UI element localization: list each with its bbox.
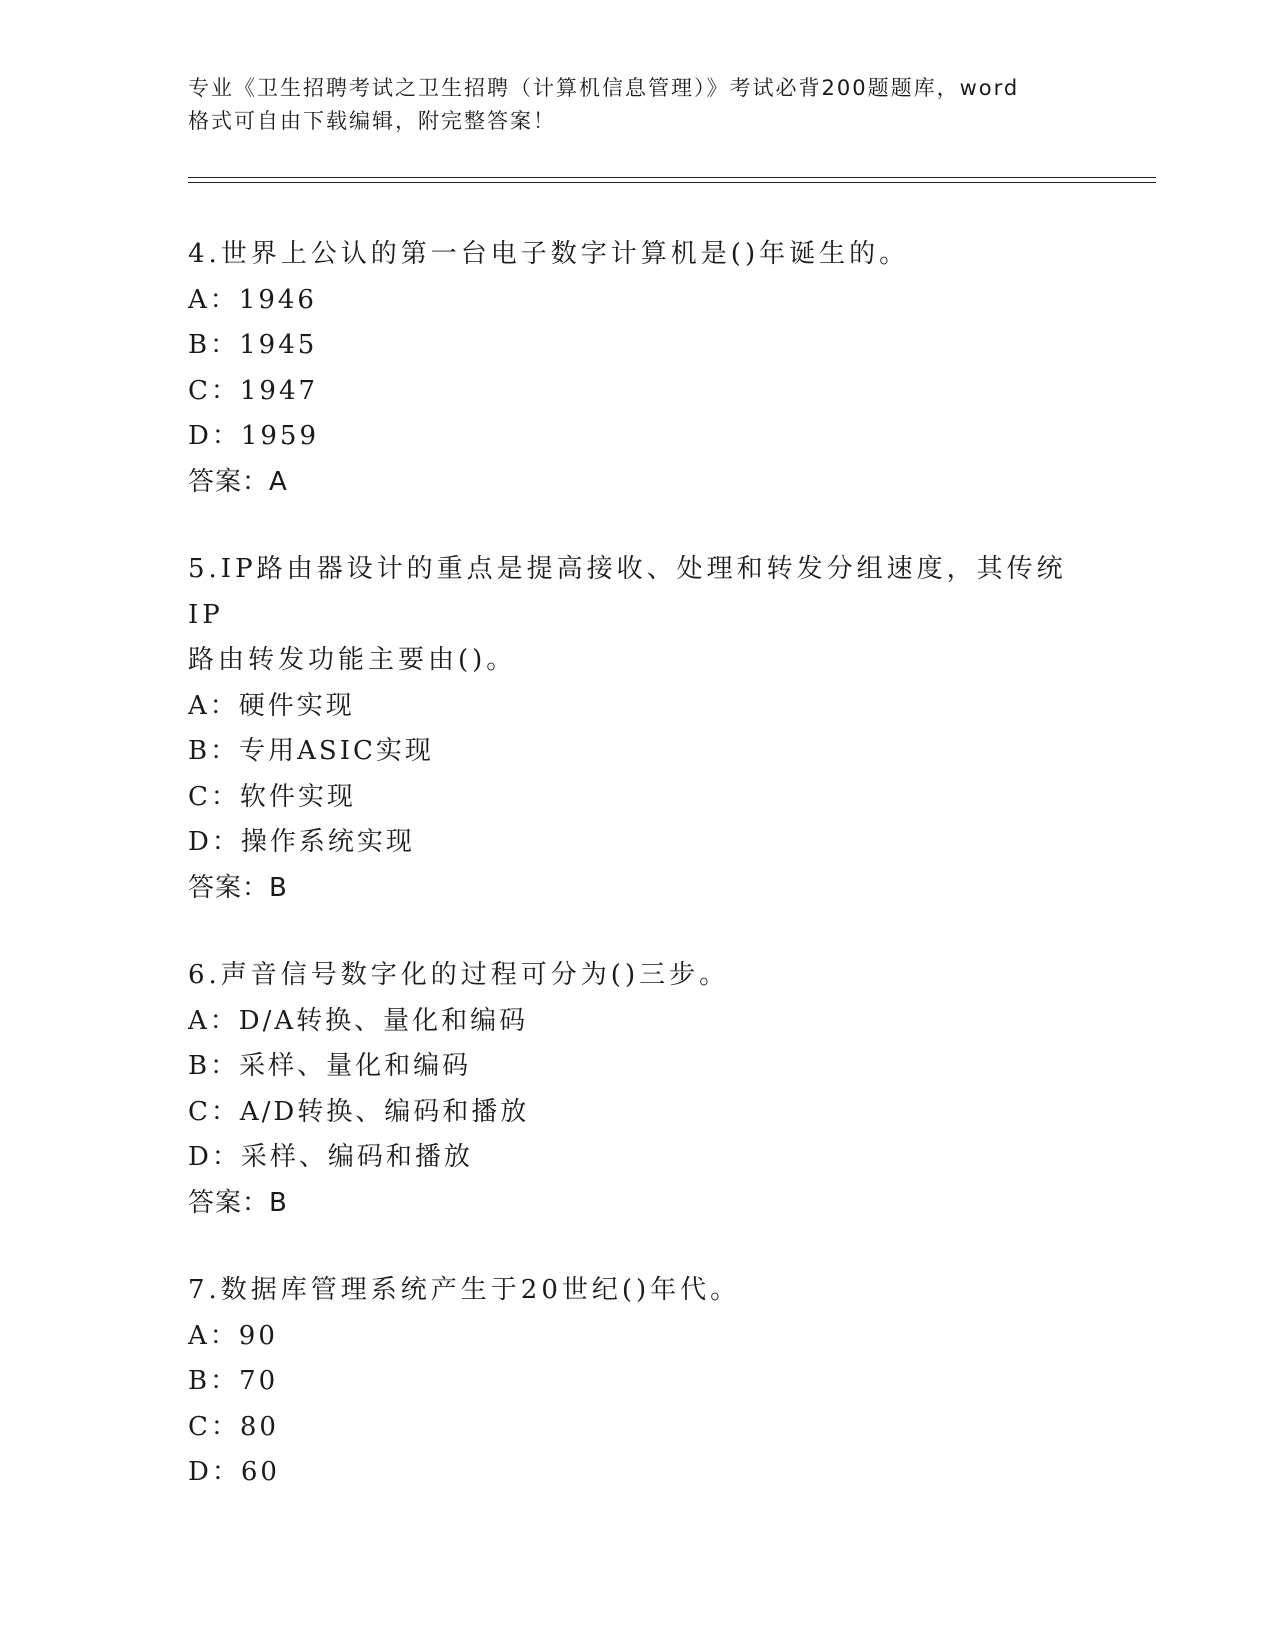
option-c: C：A/D转换、编码和播放: [188, 1096, 530, 1127]
option-d: D：操作系统实现: [188, 827, 415, 857]
question-stem-line-2: 路由转发功能主要由()。: [188, 645, 517, 675]
option-b: B：1945: [188, 330, 318, 360]
option-d: D：1959: [188, 421, 320, 451]
option-c: C：软件实现: [188, 781, 356, 812]
option-c: C：80: [188, 1411, 279, 1442]
option-d: D：60: [188, 1457, 280, 1487]
answer-line: 答案：A: [188, 466, 288, 497]
answer-line: 答案：B: [188, 1187, 288, 1218]
header-line-2: 格式可自由下载编辑，附完整答案！: [188, 109, 556, 133]
question-6: [188, 953, 1088, 1226]
option-a: A：90: [188, 1320, 278, 1351]
header-divider-bottom: [188, 182, 1156, 183]
answer-line: 答案：B: [188, 872, 288, 903]
question-4: [188, 232, 1088, 505]
option-b: B：专用ASIC实现: [188, 736, 434, 766]
question-5: [188, 547, 1088, 911]
question-list: [188, 232, 1088, 1538]
header-line-1: 专业《卫生招聘考试之卫生招聘（计算机信息管理）》考试必背200题题库，word: [188, 76, 1020, 100]
option-b: B：70: [188, 1366, 279, 1396]
option-a: A：硬件实现: [188, 690, 355, 721]
question-7: [188, 1268, 1088, 1496]
question-stem: 6.声音信号数字化的过程可分为()三步。: [188, 960, 730, 990]
option-a: A：1946: [188, 284, 317, 315]
document-header: [188, 72, 1088, 138]
option-c: C：1947: [188, 375, 319, 406]
question-stem-line-1: 5.IP路由器设计的重点是提高接收、处理和转发分组速度，其传统IP: [188, 554, 1067, 630]
option-b: B：采样、量化和编码: [188, 1051, 472, 1081]
question-stem: 4.世界上公认的第一台电子数字计算机是()年诞生的。: [188, 239, 910, 269]
option-a: A：D/A转换、量化和编码: [188, 1005, 529, 1036]
option-d: D：采样、编码和播放: [188, 1142, 473, 1172]
header-divider-top: [188, 177, 1156, 178]
question-stem: 7.数据库管理系统产生于20世纪()年代。: [188, 1275, 741, 1305]
